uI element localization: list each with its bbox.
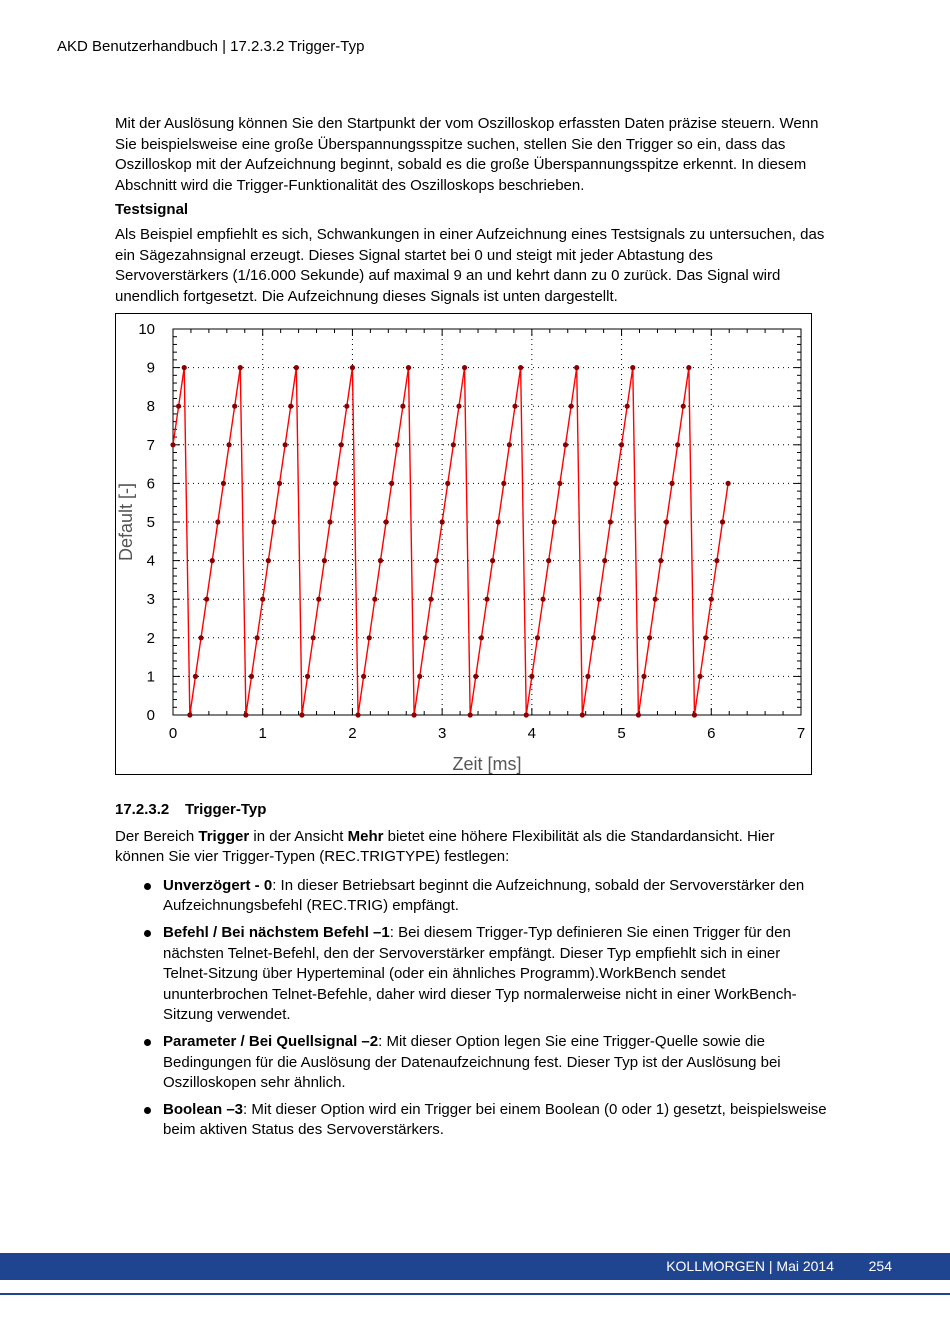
data-point bbox=[529, 674, 534, 679]
page-number: 254 bbox=[868, 1258, 892, 1274]
y-tick-label: 3 bbox=[146, 591, 155, 609]
data-point bbox=[714, 558, 719, 563]
intro-text: in der Ansicht bbox=[249, 827, 348, 845]
data-point bbox=[490, 558, 495, 563]
data-point bbox=[361, 674, 366, 679]
y-tick-label: 4 bbox=[146, 552, 155, 570]
data-point bbox=[305, 674, 310, 679]
data-point bbox=[479, 635, 484, 640]
data-point bbox=[641, 674, 646, 679]
footer-brand: KOLLMORGEN | Mai 2014 bbox=[666, 1258, 834, 1274]
bullet-icon bbox=[144, 1107, 151, 1114]
intro-block bbox=[115, 114, 827, 311]
series-line bbox=[173, 368, 728, 715]
data-point bbox=[226, 442, 231, 447]
list-item-term: Boolean –3 bbox=[163, 1100, 244, 1118]
data-point bbox=[210, 558, 215, 563]
data-point bbox=[182, 365, 187, 370]
data-point bbox=[232, 404, 237, 409]
data-point bbox=[468, 712, 473, 717]
data-point bbox=[277, 481, 282, 486]
data-point bbox=[484, 597, 489, 602]
page-header: AKD Benutzerhandbuch | 17.2.3.2 Trigger-Typ bbox=[57, 38, 365, 55]
data-point bbox=[243, 712, 248, 717]
data-point bbox=[428, 597, 433, 602]
data-point bbox=[255, 635, 260, 640]
data-point bbox=[288, 404, 293, 409]
data-point bbox=[540, 597, 545, 602]
y-tick-label: 8 bbox=[146, 398, 155, 416]
data-point bbox=[350, 365, 355, 370]
bullet-icon bbox=[144, 930, 151, 937]
x-axis-label: Zeit [ms] bbox=[452, 754, 522, 774]
data-point bbox=[221, 481, 226, 486]
list-item bbox=[115, 923, 827, 1026]
data-point bbox=[709, 597, 714, 602]
list-item bbox=[115, 1032, 827, 1094]
list-item-term: Parameter / Bei Quellsignal –2 bbox=[163, 1032, 379, 1050]
data-point bbox=[456, 404, 461, 409]
data-point bbox=[636, 712, 641, 717]
data-point bbox=[681, 404, 686, 409]
intro-paragraph: Mit der Auslösung können Sie den Startpunkt der vom Oszilloskop erfassten Daten präzise steuern. Wenn Sie beispielsweise eine große Überspannungsspitze suchen, stellen Sie den Trigger so ein, dass das Oszilloskop mit der Aufzeichnung beginnt, sobald es die große Überspannungsspitze erkennt. In diesem Abschnitt wird die Trigger-Funktionalität des Oszilloskops beschrieben. bbox=[115, 115, 819, 194]
data-point bbox=[625, 404, 630, 409]
data-point bbox=[271, 519, 276, 524]
intro-text: bietet eine höhere Flexibilität als die Standardansicht. Hier können Sie vier Trigger-Typen (REC.TRIGTYPE) festlegen: bbox=[115, 827, 775, 866]
y-tick-label: 1 bbox=[146, 668, 155, 686]
data-point bbox=[658, 558, 663, 563]
data-point bbox=[440, 519, 445, 524]
data-point bbox=[697, 674, 702, 679]
plot-frame bbox=[173, 329, 801, 715]
chart-svg bbox=[116, 314, 811, 774]
data-point bbox=[496, 519, 501, 524]
data-point bbox=[512, 404, 517, 409]
section-title: Trigger-Typ bbox=[185, 801, 267, 818]
data-point bbox=[344, 404, 349, 409]
data-point bbox=[703, 635, 708, 640]
footer-bar bbox=[0, 1253, 950, 1280]
data-point bbox=[507, 442, 512, 447]
section-heading bbox=[115, 800, 827, 821]
y-tick-label: 6 bbox=[146, 475, 155, 493]
x-tick-label: 1 bbox=[258, 725, 267, 742]
data-point bbox=[608, 519, 613, 524]
data-point bbox=[322, 558, 327, 563]
data-point bbox=[327, 519, 332, 524]
data-point bbox=[563, 442, 568, 447]
y-tick-label: 10 bbox=[138, 321, 155, 338]
list-item bbox=[115, 876, 827, 917]
data-point bbox=[692, 712, 697, 717]
sawtooth-chart bbox=[115, 313, 812, 775]
data-point bbox=[339, 442, 344, 447]
data-point bbox=[238, 365, 243, 370]
data-point bbox=[675, 442, 680, 447]
y-tick-label: 2 bbox=[146, 629, 155, 647]
trigger-type-list bbox=[115, 876, 827, 1141]
data-point bbox=[423, 635, 428, 640]
data-point bbox=[669, 481, 674, 486]
data-point bbox=[434, 558, 439, 563]
y-tick-label: 5 bbox=[146, 514, 155, 531]
data-point bbox=[367, 635, 372, 640]
x-tick-label: 4 bbox=[527, 725, 537, 742]
testsignal-paragraph: Als Beispiel empfiehlt es sich, Schwankungen in einer Aufzeichnung eines Testsignals zu untersuchen, das ein Sägezahnsignal erzeugt. Dieses Signal startet bei 0 und steigt mit jeder Abtastung des Servoverstärkers (1/16.000 Sekunde) auf maximal 9 an und kehrt dann zu 0 zurück. Das Signal wird unendlich fortgesetzt. Die Aufzeichnung dieses Signals ist unten dargestellt. bbox=[115, 225, 825, 305]
data-point bbox=[311, 635, 316, 640]
data-point bbox=[215, 519, 220, 524]
data-point bbox=[653, 597, 658, 602]
data-point bbox=[249, 674, 254, 679]
data-point bbox=[389, 481, 394, 486]
bullet-icon bbox=[144, 1039, 151, 1046]
list-item bbox=[115, 1100, 827, 1141]
data-point bbox=[524, 712, 529, 717]
data-point bbox=[266, 558, 271, 563]
data-point bbox=[294, 365, 299, 370]
data-point bbox=[198, 635, 203, 640]
data-point bbox=[569, 404, 574, 409]
x-tick-label: 0 bbox=[168, 725, 178, 742]
intro-text: Der Bereich bbox=[115, 827, 199, 845]
data-point bbox=[557, 481, 562, 486]
data-point bbox=[316, 597, 321, 602]
data-point bbox=[535, 635, 540, 640]
data-point bbox=[406, 365, 411, 370]
data-point bbox=[333, 481, 338, 486]
data-point bbox=[630, 365, 635, 370]
data-point bbox=[451, 442, 456, 447]
data-point bbox=[518, 365, 523, 370]
intro-bold-trigger: Trigger bbox=[198, 827, 250, 845]
intro-bold-mehr: Mehr bbox=[347, 827, 384, 845]
data-point bbox=[170, 442, 175, 447]
data-point bbox=[686, 365, 691, 370]
data-point bbox=[726, 481, 731, 486]
list-item-text: : Bei diesem Trigger-Typ definieren Sie einen Trigger für den nächsten Telnet-Befehl, den der Servoverstärker empfängt. Dieser Typ empfiehlt sich in einer Telnet-Sitzung über Hyperteminal (oder ein ähnliches Programm).WorkBench sendet ununterbrochen Telnet-Befehle, daher wird dieser Typ normalerweise nicht in einer WorkBench-Sitzung verwendet. bbox=[163, 923, 797, 1024]
data-point bbox=[372, 597, 377, 602]
x-tick-label: 7 bbox=[796, 725, 806, 742]
data-point bbox=[283, 442, 288, 447]
data-point bbox=[597, 597, 602, 602]
y-tick-label: 9 bbox=[146, 359, 155, 377]
data-point bbox=[187, 712, 192, 717]
data-point bbox=[552, 519, 557, 524]
y-tick-label: 7 bbox=[146, 436, 155, 454]
data-point bbox=[355, 712, 360, 717]
section-intro bbox=[115, 827, 827, 868]
data-point bbox=[400, 404, 405, 409]
footer-rule bbox=[0, 1293, 950, 1295]
y-axis-label: Default [-] bbox=[116, 482, 136, 562]
list-item-term: Befehl / Bei nächstem Befehl –1 bbox=[163, 923, 390, 941]
data-point bbox=[647, 635, 652, 640]
y-tick-label: 0 bbox=[146, 707, 155, 724]
data-point bbox=[462, 365, 467, 370]
data-point bbox=[383, 519, 388, 524]
data-point bbox=[585, 674, 590, 679]
data-point bbox=[204, 597, 209, 602]
data-point bbox=[664, 519, 669, 524]
bullet-icon bbox=[144, 883, 151, 890]
x-tick-label: 5 bbox=[617, 725, 626, 742]
data-point bbox=[417, 674, 422, 679]
data-point bbox=[591, 635, 596, 640]
data-point bbox=[602, 558, 607, 563]
list-item-text: : Mit dieser Option legen Sie eine Trigger-Quelle sowie die Bedingungen für die Auslösung der Datenaufzeichnung fest. Dieser Typ ist der Auslösung bei Oszilloskopen sehr ähnlich. bbox=[163, 1032, 781, 1092]
data-point bbox=[260, 597, 265, 602]
data-point bbox=[546, 558, 551, 563]
data-point bbox=[473, 674, 478, 679]
list-item-text: : Mit dieser Option wird ein Trigger bei einem Boolean (0 oder 1) gesetzt, beispielsweise beim aktiven Status des Servoverstärkers. bbox=[163, 1100, 827, 1139]
x-tick-label: 6 bbox=[707, 725, 716, 742]
trigger-type-section bbox=[115, 800, 827, 1147]
data-point bbox=[395, 442, 400, 447]
data-point bbox=[580, 712, 585, 717]
data-point bbox=[412, 712, 417, 717]
x-tick-label: 2 bbox=[348, 725, 357, 742]
data-point bbox=[574, 365, 579, 370]
data-point bbox=[501, 481, 506, 486]
testsignal-heading: Testsignal bbox=[115, 201, 189, 219]
data-point bbox=[299, 712, 304, 717]
data-point bbox=[619, 442, 624, 447]
data-point bbox=[176, 404, 181, 409]
section-number: 17.2.3.2 bbox=[115, 801, 170, 818]
data-point bbox=[720, 519, 725, 524]
data-point bbox=[445, 481, 450, 486]
x-tick-label: 3 bbox=[437, 725, 447, 742]
data-point bbox=[378, 558, 383, 563]
data-point bbox=[193, 674, 198, 679]
data-point bbox=[613, 481, 618, 486]
list-item-term: Unverzögert - 0 bbox=[163, 876, 273, 894]
list-item-text: : In dieser Betriebsart beginnt die Aufzeichnung, sobald der Servoverstärker den Aufzeichnungsbefehl (REC.TRIG) empfängt. bbox=[163, 876, 805, 915]
